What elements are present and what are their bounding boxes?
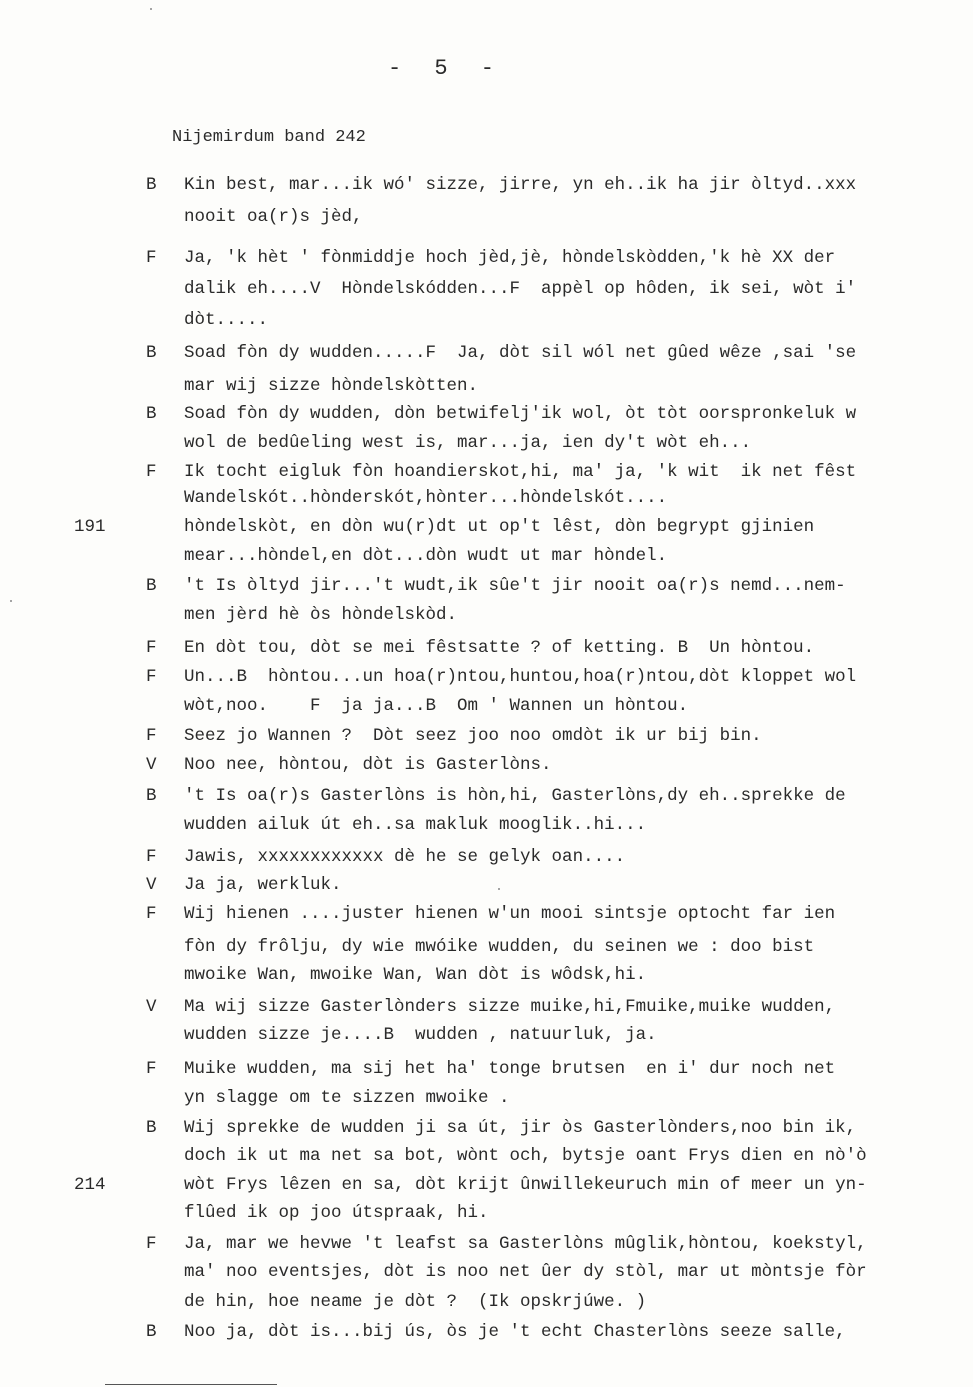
speaker-label: B [146, 1322, 157, 1342]
transcript-line [0, 275, 973, 303]
line-text: dòt..... [184, 310, 269, 330]
paper-speck [150, 8, 152, 10]
transcript-line [0, 339, 973, 367]
line-text: 't Is oa(r)s Gasterlòns is hòn,hi, Gasterlòns,dy eh..sprekke de [184, 786, 846, 806]
line-text: Ik tocht eigluk fòn hoandierskot,hi, ma' ja, 'k wit ik net fêst [184, 462, 857, 482]
line-text: wòt Frys lêzen en sa, dòt krijt ûnwillekeuruch min of meer un yn- [184, 1175, 867, 1195]
line-text: men jèrd hè òs hòndelskòd. [184, 605, 458, 625]
transcript-line [0, 722, 973, 750]
transcript-line [0, 1084, 973, 1112]
line-text: Noo ja, dòt is...bij ús, òs je 't echt Chasterlòns seeze salle, [184, 1322, 846, 1342]
transcript-line [0, 811, 973, 839]
transcript-line [0, 203, 973, 231]
transcript-line [0, 400, 973, 428]
transcript-line [0, 429, 973, 457]
speaker-label: F [146, 726, 157, 746]
line-text: Muike wudden, ma sij het ha' tonge brutsen en i' dur noch net [184, 1059, 836, 1079]
transcript-line [0, 961, 973, 989]
line-text: Wij sprekke de wudden ji sa út, jir òs Gasterlònders,noo bin ik, [184, 1118, 857, 1138]
transcript-line [0, 663, 973, 691]
line-text: Un...B hòntou...un hoa(r)ntou,huntou,hoa(r)ntou,dòt kloppet wol [184, 667, 857, 687]
line-text: Jawis, xxxxxxxxxxxx dè he se gelyk oan.... [184, 847, 626, 867]
line-text: Wandelskót..hònderskót,hònter...hòndelskót.... [184, 488, 668, 508]
line-text: yn slagge om te sizzen mwoike . [184, 1088, 510, 1108]
line-text: wòt,noo. F ja ja...B Om ' Wannen un hòntou. [184, 696, 689, 716]
transcript-line [0, 372, 973, 400]
transcript-line [0, 1021, 973, 1049]
transcript-line [0, 1258, 973, 1286]
line-text: Wij hienen ....juster hienen w'un mooi sintsje optocht far ien [184, 904, 836, 924]
speaker-label: F [146, 248, 157, 268]
transcript-line [0, 871, 973, 899]
line-text: hòndelskòt, en dòn wu(r)dt ut op't lêst, dòn begrypt gjinien [184, 517, 815, 537]
speaker-label: V [146, 997, 157, 1017]
transcript-line [0, 900, 973, 928]
paper-speck [498, 888, 500, 890]
speaker-label: F [146, 462, 157, 482]
speaker-label: F [146, 1059, 157, 1079]
line-text: de hin, hoe neame je dòt ? (Ik opskrjúwe. ) [184, 1292, 647, 1312]
line-text: mwoike Wan, mwoike Wan, Wan dòt is wôdsk,hi. [184, 965, 647, 985]
transcript-line [0, 513, 973, 541]
margin-line-number: 191 [74, 517, 106, 537]
speaker-label: V [146, 755, 157, 775]
transcript-line [0, 843, 973, 871]
transcript-line [0, 1114, 973, 1142]
transcript-line [0, 244, 973, 272]
line-text: Ma wij sizze Gasterlònders sizze muike,hi,Fmuike,muike wudden, [184, 997, 836, 1017]
transcript-line [0, 1318, 973, 1346]
transcript-line [0, 171, 973, 199]
transcript-line [0, 1288, 973, 1316]
line-text: Ja, mar we hevwe 't leafst sa Gasterlòns mûglik,hòntou, koekstyl, [184, 1234, 867, 1254]
transcript-line [0, 751, 973, 779]
margin-line-number: 214 [74, 1175, 106, 1195]
line-text: Soad fòn dy wudden, dòn betwifelj'ik wol, òt tòt oorspronkeluk w [184, 404, 857, 424]
line-text: Seez jo Wannen ? Dòt seez joo noo omdòt ik ur bij bin. [184, 726, 762, 746]
speaker-label: V [146, 875, 157, 895]
transcript-line [0, 484, 973, 512]
speaker-label: B [146, 343, 157, 363]
speaker-label: B [146, 1118, 157, 1138]
speaker-label: F [146, 667, 157, 687]
line-text: 't Is òltyd jir...'t wudt,ik sûe't jir nooit oa(r)s nemd...nem- [184, 576, 846, 596]
line-text: wudden ailuk út eh..sa makluk mooglik..hi... [184, 815, 647, 835]
line-text: dalik eh....V Hòndelskódden...F appèl op hôden, ik sei, wòt i' [184, 279, 857, 299]
transcript-line [0, 601, 973, 629]
transcript-line [0, 782, 973, 810]
transcript-line [0, 542, 973, 570]
transcript-line [0, 1055, 973, 1083]
transcript-line [0, 993, 973, 1021]
footer-rule [105, 1384, 277, 1385]
line-text: En dòt tou, dòt se mei fêstsatte ? of ketting. B Un hòntou. [184, 638, 815, 658]
speaker-label: B [146, 786, 157, 806]
transcript-line [0, 692, 973, 720]
speaker-label: F [146, 1234, 157, 1254]
transcript-line [0, 634, 973, 662]
line-text: Noo nee, hòntou, dòt is Gasterlòns. [184, 755, 552, 775]
line-text: Ja ja, werkluk. [184, 875, 342, 895]
speaker-label: F [146, 847, 157, 867]
line-text: wol de bedûeling west is, mar...ja, ien dy't wòt eh... [184, 433, 752, 453]
line-text: fòn dy frôlju, dy wie mwóike wudden, du seinen we : doo bist [184, 937, 815, 957]
transcript-line [0, 306, 973, 334]
line-text: mar wij sizze hòndelskòtten. [184, 376, 479, 396]
page-number: - 5 - [388, 56, 505, 81]
transcript-line [0, 1171, 973, 1199]
line-text: nooit oa(r)s jèd, [184, 207, 363, 227]
transcript-line [0, 1230, 973, 1258]
speaker-label: F [146, 638, 157, 658]
speaker-label: B [146, 404, 157, 424]
speaker-label: B [146, 576, 157, 596]
speaker-label: F [146, 904, 157, 924]
line-text: doch ik ut ma net sa bot, wònt och, bytsje oant Frys dien en nò'ò [184, 1146, 867, 1166]
line-text: wudden sizze je....B wudden , natuurluk, ja. [184, 1025, 657, 1045]
line-text: Ja, 'k hèt ' fònmiddje hoch jèd,jè, hòndelskòdden,'k hè XX der [184, 248, 836, 268]
document-header: Nijemirdum band 242 [172, 128, 366, 147]
transcript-line [0, 933, 973, 961]
transcript-line [0, 1199, 973, 1227]
line-text: mear...hòndel,en dòt...dòn wudt ut mar hòndel. [184, 546, 668, 566]
line-text: Soad fòn dy wudden.....F Ja, dòt sil wól net gûed wêze ,sai 'se [184, 343, 857, 363]
speaker-label: B [146, 175, 157, 195]
line-text: Kin best, mar...ik wó' sizze, jirre, yn eh..ik ha jir òltyd..xxx [184, 175, 857, 195]
paper-speck [10, 600, 12, 602]
line-text: flûed ik op joo útspraak, hi. [184, 1203, 489, 1223]
transcript-line [0, 572, 973, 600]
transcript-line [0, 1142, 973, 1170]
line-text: ma' noo eventsjes, dòt is noo net ûer dy stòl, mar ut mòntsje fòr [184, 1262, 867, 1282]
transcript-line [0, 458, 973, 486]
